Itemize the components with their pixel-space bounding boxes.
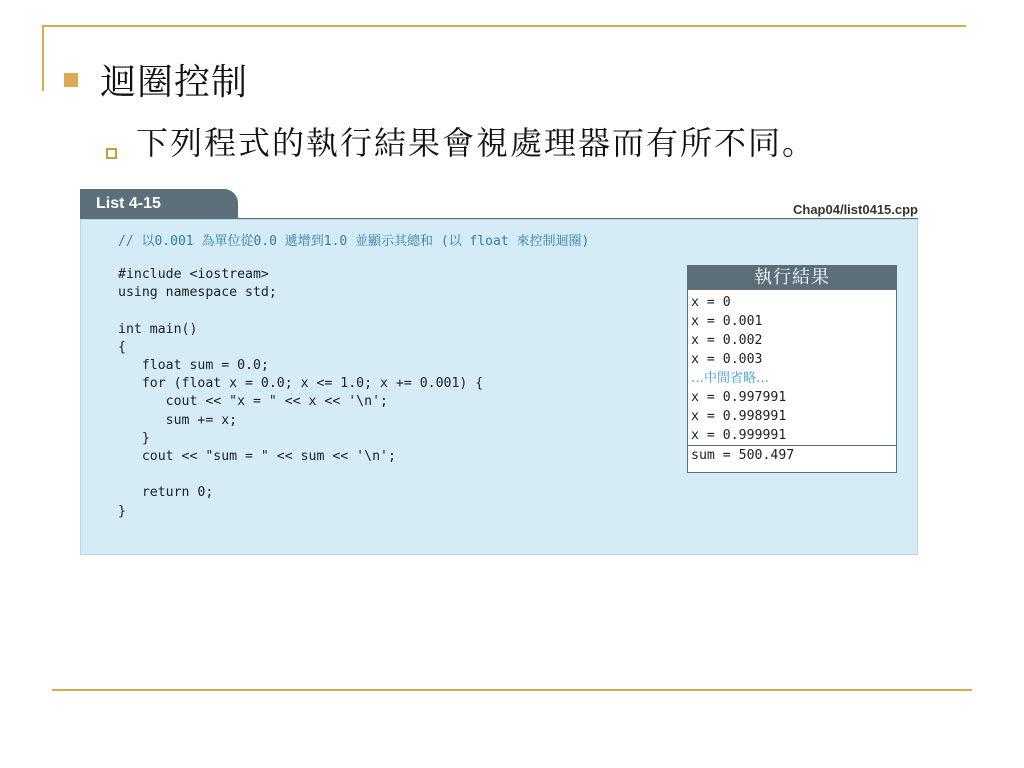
slide-subtitle: 下列程式的執行結果會視處理器而有所不同。 (136, 124, 817, 162)
tab-underline (80, 218, 918, 219)
result-title: 執行結果 (688, 266, 896, 290)
result-line: x = 0.998991 (691, 409, 787, 424)
listing-tab: List 4-15 (80, 189, 238, 219)
result-line: x = 0.999991 (691, 428, 787, 443)
result-lines (688, 290, 896, 465)
result-box (687, 265, 897, 473)
left-rule (42, 25, 44, 91)
slide-title: 迴圈控制 (100, 62, 249, 103)
code-comment: // 以0.001 為單位從0.0 遞增到1.0 並顯示其總和 (以 float 來控制迴圈) (118, 234, 590, 249)
subtitle-bullet (106, 148, 117, 159)
result-line: x = 0.002 (691, 333, 763, 348)
bottom-rule (52, 689, 972, 691)
title-bullet (64, 73, 78, 87)
listing-filename: Chap04/list0415.cpp (793, 202, 918, 217)
result-line: x = 0.997991 (691, 390, 787, 405)
top-rule (42, 25, 966, 27)
result-sum-line: sum = 500.497 (688, 445, 896, 465)
result-line: x = 0.003 (691, 352, 763, 367)
result-elided-note: …中間省略… (691, 371, 770, 386)
code-listing: #include <iostream> using namespace std; int main() { float sum = 0.0; for (float x = 0.0; x <= 1.0; x += 0.001) { cout << "x = " << x << '\n'; sum += x; } cout << "sum = " << sum << '\n'; return 0; } (118, 267, 484, 519)
result-line: x = 0 (691, 295, 731, 310)
result-line: x = 0.001 (691, 314, 763, 329)
